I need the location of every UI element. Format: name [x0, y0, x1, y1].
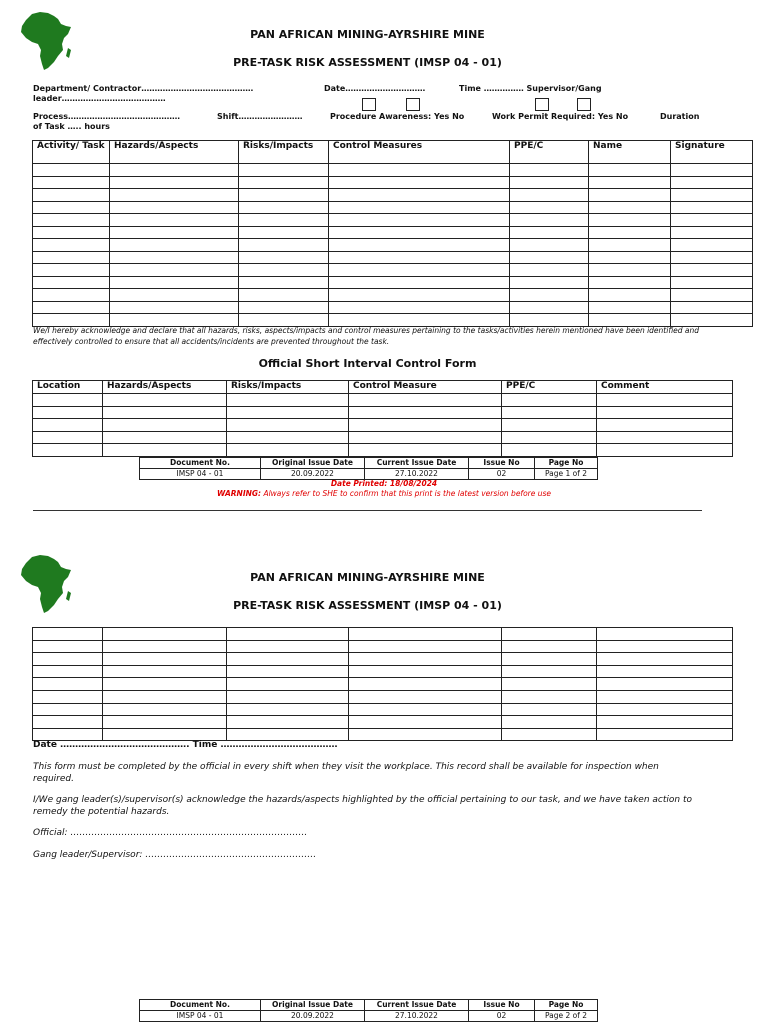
- header-hazards-aspects: Hazards/Aspects: [103, 381, 227, 394]
- doc-header-current-issue-date: Current Issue Date: [365, 1000, 469, 1011]
- risk-table-header: [33, 141, 753, 164]
- permit-yes-checkbox[interactable]: [535, 98, 549, 111]
- leader-field[interactable]: leader…………………………………: [33, 94, 166, 103]
- doc-header-document-no: Document No.: [140, 1000, 261, 1011]
- work-permit-label: Work Permit Required: Yes No: [492, 112, 629, 121]
- table-row[interactable]: [33, 628, 733, 641]
- header-control-measures: Control Measures: [329, 141, 510, 164]
- table-row[interactable]: [33, 665, 733, 678]
- table-row[interactable]: [33, 289, 753, 302]
- table-row[interactable]: [33, 201, 753, 214]
- page-divider: [33, 510, 702, 511]
- table-row[interactable]: [33, 690, 733, 703]
- table-row[interactable]: [33, 164, 753, 177]
- sic-form-title: Official Short Interval Control Form: [258, 357, 477, 370]
- short-interval-control-table: [32, 380, 733, 457]
- doc-header-page-no: Page No: [535, 1000, 598, 1011]
- header-name: Name: [589, 141, 671, 164]
- table-row[interactable]: [33, 678, 733, 691]
- table-row[interactable]: [33, 653, 733, 666]
- table-row[interactable]: [33, 728, 733, 741]
- date-field[interactable]: Date…………………………: [324, 84, 426, 93]
- continuation-table: [32, 627, 733, 741]
- warning-line: [0, 489, 768, 498]
- company-title: PAN AFRICAN MINING-AYRSHIRE MINE: [250, 28, 485, 41]
- table-row[interactable]: [33, 419, 733, 432]
- table-row[interactable]: [33, 301, 753, 314]
- table-row[interactable]: [33, 406, 733, 419]
- document-control-table: [139, 457, 598, 480]
- table-row[interactable]: [33, 189, 753, 202]
- process-field[interactable]: Process……………………………………: [33, 112, 180, 121]
- doc-page-no: Page 2 of 2: [535, 1011, 598, 1022]
- header-hazards-aspects: Hazards/Aspects: [110, 141, 239, 164]
- sic-table-header: [33, 381, 733, 394]
- form-title: PRE-TASK RISK ASSESSMENT (IMSP 04 - 01): [233, 599, 502, 612]
- doc-header-issue-no: Issue No: [469, 458, 535, 469]
- warning-text: Always refer to SHE to confirm that this print is the latest version before use: [261, 489, 552, 498]
- header-ppe-c: PPE/C: [510, 141, 589, 164]
- header-activity-task: Activity/ Task: [33, 141, 110, 164]
- permit-no-checkbox[interactable]: [577, 98, 591, 111]
- date-printed: Date Printed: 18/08/2024: [330, 479, 438, 488]
- warning-label: WARNING:: [216, 489, 262, 498]
- header-comment: Comment: [597, 381, 733, 394]
- header-risks-impacts: Risks/Impacts: [239, 141, 329, 164]
- table-row[interactable]: [33, 226, 753, 239]
- gang-leader-signature-field[interactable]: Gang leader/Supervisor: …………………………………………………: [33, 850, 317, 860]
- table-row[interactable]: [33, 716, 733, 729]
- declaration-text: We/I hereby acknowledge and declare that all hazards, risks, aspects/impacts and control measures pertaining to the tasks/activities herein mentioned have been identified and effectively controlled to ensure that all accidents/incidents are prevented throughout the task.: [33, 326, 700, 346]
- doc-original-issue-date: 20.09.2022: [261, 469, 365, 480]
- table-row[interactable]: [33, 214, 753, 227]
- doc-header-page-no: Page No: [535, 458, 598, 469]
- header-signature: Signature: [671, 141, 753, 164]
- doc-page-no: Page 1 of 2: [535, 469, 598, 480]
- header-location: Location: [33, 381, 103, 394]
- table-row[interactable]: [33, 251, 753, 264]
- procedure-no-checkbox[interactable]: [406, 98, 420, 111]
- duration-task-field[interactable]: of Task ….. hours: [33, 122, 110, 131]
- table-row[interactable]: [33, 640, 733, 653]
- table-row[interactable]: [33, 444, 733, 457]
- duration-label: Duration: [660, 112, 700, 121]
- time-field[interactable]: Time …………… Supervisor/Gang: [459, 84, 602, 93]
- doc-header-document-no: Document No.: [140, 458, 261, 469]
- risk-assessment-table: [32, 140, 753, 327]
- table-row[interactable]: [33, 264, 753, 277]
- procedure-yes-checkbox[interactable]: [362, 98, 376, 111]
- doc-header-issue-no: Issue No: [469, 1000, 535, 1011]
- shift-field[interactable]: Shift……………………: [217, 112, 303, 121]
- doc-document-no: IMSP 04 - 01: [140, 469, 261, 480]
- official-signature-field[interactable]: Official: …………………………………………………………………….: [33, 828, 308, 838]
- department-field[interactable]: Department/ Contractor……………………………………: [33, 84, 254, 93]
- table-row[interactable]: [33, 703, 733, 716]
- doc-header-current-issue-date: Current Issue Date: [365, 458, 469, 469]
- instruction-text: This form must be completed by the official in every shift when they visit the workplace. This record shall be available for inspection when required.: [33, 762, 659, 784]
- table-row[interactable]: [33, 431, 733, 444]
- table-row[interactable]: [33, 239, 753, 252]
- doc-issue-no: 02: [469, 469, 535, 480]
- header-control-measure: Control Measure: [349, 381, 502, 394]
- header-risks-impacts: Risks/Impacts: [227, 381, 349, 394]
- doc-header-original-issue-date: Original Issue Date: [261, 1000, 365, 1011]
- doc-document-no: IMSP 04 - 01: [140, 1011, 261, 1022]
- table-row[interactable]: [33, 394, 733, 407]
- procedure-awareness-label: Procedure Awareness: Yes No: [330, 112, 465, 121]
- form-title: PRE-TASK RISK ASSESSMENT (IMSP 04 - 01): [233, 56, 502, 69]
- table-row[interactable]: [33, 276, 753, 289]
- document-control-table: [139, 999, 598, 1022]
- acknowledgement-text: I/We gang leader(s)/supervisor(s) acknowledge the hazards/aspects highlighted by the official pertaining to our task, and we have taken action to remedy the potential hazards.: [33, 795, 692, 817]
- date-time-field[interactable]: Date ……………………………………. Time …………………………………: [33, 740, 338, 750]
- doc-header-original-issue-date: Original Issue Date: [261, 458, 365, 469]
- header-ppe-c: PPE/C: [502, 381, 597, 394]
- table-row[interactable]: [33, 176, 753, 189]
- company-title: PAN AFRICAN MINING-AYRSHIRE MINE: [250, 571, 485, 584]
- doc-current-issue-date: 27.10.2022: [365, 1011, 469, 1022]
- doc-original-issue-date: 20.09.2022: [261, 1011, 365, 1022]
- doc-issue-no: 02: [469, 1011, 535, 1022]
- doc-current-issue-date: 27.10.2022: [365, 469, 469, 480]
